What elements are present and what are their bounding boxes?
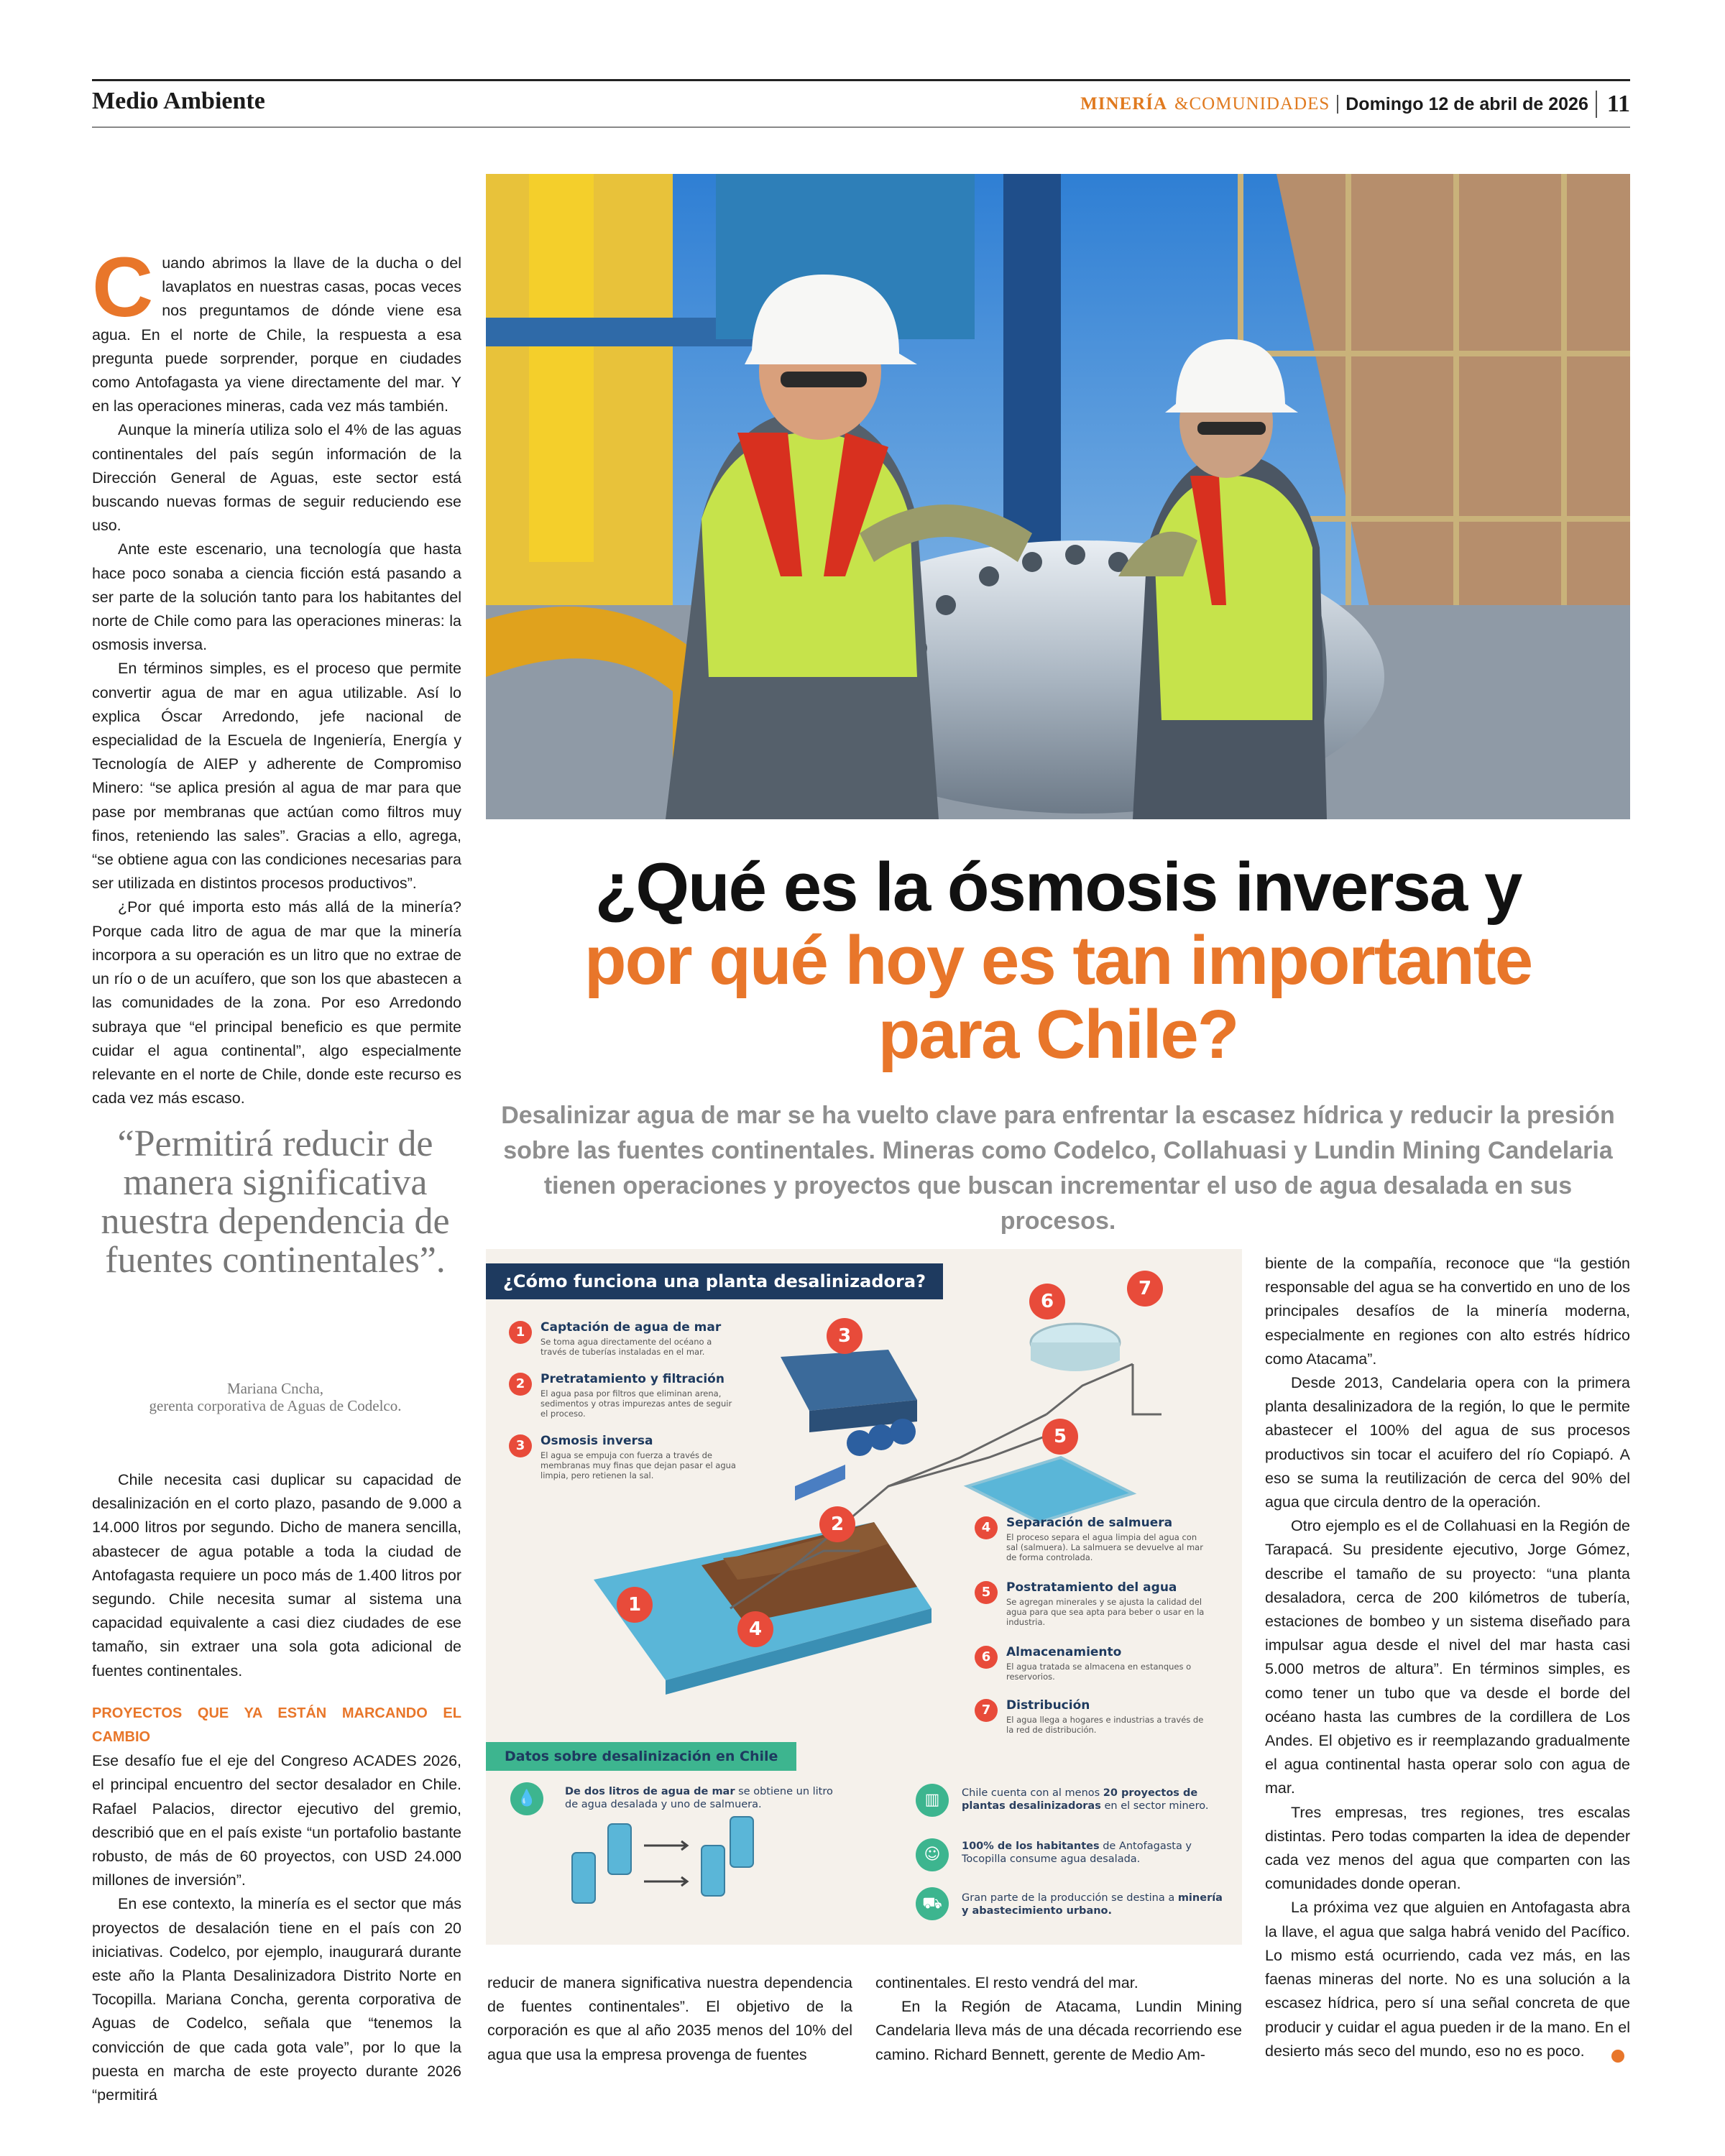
step-heading: Almacenamiento [1006,1645,1122,1659]
step-description: El agua se empuja con fuerza a través de membranas muy finas que dejan pasar el agua limpia, pero retienen la sal. [540,1450,736,1480]
step-heading: Distribución [1006,1698,1090,1713]
marker-7: 7 [1127,1271,1163,1307]
fact-4-a: Gran parte de la producción se destina a [962,1892,1178,1904]
step-number: 7 [975,1699,998,1722]
facts-title: Datos sobre desalinización en Chile [486,1742,796,1771]
marker-1: 1 [617,1587,653,1623]
plant-icon: ▥ [916,1784,949,1817]
workers-photo-illustration [486,174,1630,819]
step-description: El proceso separa el agua limpia del agua con sal (salmuera). La salmuera se devuelve al mar de forma controlada. [1006,1532,1203,1562]
issue-date: Domingo 12 de abril de 2026 [1346,93,1588,114]
paragraph: La próxima vez que alguien en Antofagasta abra la llave, el agua que salga habrá venido del Pacífico. Lo mismo está ocurriendo, cada vez más, en las faenas mineras del norte. No es una solución a la escasez hídrica, pero sí una señal concreta de que producir y cuidar el agua pueden ir de la mano. En el desierto más seco del mundo, eso no es poco. [1265,1899,1630,2060]
step-description: Se agregan minerales y se ajusta la calidad del agua para que sea apta para beber o usar en la industria. [1006,1597,1205,1627]
section-name: Medio Ambiente [92,88,265,114]
step-number: 1 [509,1321,532,1344]
header-top-rule [92,79,1630,81]
page-number: 11 [1596,91,1630,118]
step-description: El agua llega a hogares e industrias a través de la red de distribución. [1006,1715,1204,1735]
header-bottom-rule [92,126,1630,128]
pull-quote: “Permitirá reducir de manera significativa nuestra dependencia de fuentes continentales”. [101,1123,450,1281]
paragraph: Ese desafío fue el eje del Congreso ACADES 2026, el principal encuentro del sector desalador en Chile. Rafael Palacios, director ejecutivo del gremio, describió que en el país existe “un portafolio bastante robusto, de más de 60 proyectos, con USD 24.000 millones de inversión”. [92,1752,461,1889]
brand-comunidades: &COMUNIDADES [1174,94,1330,114]
paragraph: continentales. El resto vendrá del mar. [875,1974,1138,1991]
paragraph: Otro ejemplo es el de Collahuasi en la Región de Tarapacá. Su presidente ejecutivo, Jorge Gómez, describe el tamaño de su proyecto: “una planta desaladora, cerca de 200 kilómetros de tubería, estaciones de bombeo y un sistema diseñado para impulsar agua desde el nivel del mar hasta casi 5.000 metros de altura”. En términos simples, es como tener un tubo que va desde el borde del océano hasta las cumbres de la cordillera de Los Andes. El objetivo es ir reemplazando gradualmente el agua continental hasta operar solo con agua de mar. [1265,1517,1630,1797]
fact-3-bold: 100% de los habitantes [962,1841,1100,1852]
lead-paragraph: Desalinizar agua de mar se ha vuelto clave para enfrentar la escasez hídrica y reducir la presión sobre las fuentes continentales. Mineras como Codelco, Collahuasi y Lundin Mining Candelaria tienen operaciones y proyectos que buscan incrementar el uso de agua desalada en sus procesos. [501,1102,1615,1235]
article-column-4 [1265,1252,1630,2063]
water-drop-icon: 💧 [510,1782,543,1815]
article-column-3 [875,1971,1242,2067]
paragraph: En términos simples, es el proceso que permite convertir agua de mar en agua utilizable. Así lo explica Óscar Arredondo, jefe nacional de especialidad de la Escuela de Ingeniería, Energía y Tecnología de AIEP y adherente de Compromiso Minero: “se aplica presión al agua de mar para que pase por membranas que actúan como filtros muy finos, reteniendo las sales”. Gracias a ello, agrega, “se obtiene agua con las condiciones necesarias para ser utilizada en distintos procesos productivos”. [92,660,461,893]
paragraph: Ante este escenario, una tecnología que hasta hace poco sonaba a ciencia ficción está pasando a ser parte de la solución tanto para los habitantes del norte de Chile como para las operaciones mineras: la osmosis inversa. [92,540,461,654]
subhead: PROYECTOS QUE YA ESTÁN MARCANDO EL CAMBIO [92,1705,461,1746]
fact-1 [565,1785,838,1811]
paragraph: Tres empresas, tres regiones, tres escalas distintas. Pero todas comparten la idea de depender cada vez menos del agua que comparten con las comunidades donde operan. [1265,1803,1630,1893]
step-heading: Pretratamiento y filtración [540,1372,724,1386]
step-description: Se toma agua directamente del océano a través de tuberías instaladas en el mar. [540,1337,712,1357]
marker-4: 4 [737,1611,773,1647]
step-heading: Separación de salmuera [1006,1516,1173,1530]
marker-5: 5 [1042,1419,1078,1455]
step-description: El agua tratada se almacena en estanques o reservorios. [1006,1662,1192,1682]
step-heading: Postratamiento del agua [1006,1580,1177,1595]
fact-2 [962,1787,1228,1812]
paragraph: Aunque la minería utiliza solo el 4% de las aguas continentales del país según información de la Dirección General de Aguas, este sector está buscando nuevas formas de seguir reduciendo ese uso. [92,421,461,535]
fact-4 [962,1892,1228,1917]
step-heading: Osmosis inversa [540,1434,653,1448]
step-number: 2 [509,1373,532,1396]
truck-icon: ⛟ [916,1887,949,1920]
fact-3 [962,1840,1228,1866]
step-4 [975,1515,1205,1562]
brand-mineria: MINERÍA [1080,94,1168,114]
fact-1-rest: se obtiene un litro de agua desalada y uno de salmuera. [565,1786,833,1810]
fact-3-rest: de Antofagasta y Tocopilla consume agua desalada. [962,1841,1192,1865]
fact-1-bold: De dos litros de agua de mar [565,1786,735,1797]
fact-2-a: Chile cuenta con al menos [962,1787,1103,1799]
end-mark-icon [1611,2050,1624,2063]
step-6 [975,1644,1205,1682]
paragraph: Chile necesita casi duplicar su capacidad de desalinización en el corto plazo, pasando de 9.000 a 14.000 litros por segundo. Dicho de manera sencilla, abastecer de agua potable a toda la ciudad de Antofagasta requiere un poco más de 1.400 litros por segundo. Chile necesita sumar al sistema una capacidad equivalente a casi diez ciudades de ese tamaño, sin extraer una sola gota adicional de fuentes continentales. [92,1471,461,1680]
pull-quote-attribution [92,1380,459,1414]
quote-name: Mariana Cncha, [226,1380,324,1397]
osmosis-membrane-racks [781,1350,917,1501]
dropcap: C [92,240,154,335]
fact-4-bold: minería y abastecimiento urbano. [962,1892,1223,1917]
people-icon: ☺ [916,1838,949,1871]
step-number: 5 [975,1581,998,1604]
marker-3: 3 [827,1318,862,1354]
paragraph: Desde 2013, Candelaria opera con la primera planta desalinizadora de la región, lo que le permite abastecer el 100% del agua de sus procesos productivos sin tocar el acuifero del río Copiapó. A eso se suma la reutilización de cerca del 90% del agua que circula dentro de la operación. [1265,1374,1630,1511]
fact-2-bold: 20 proyectos de plantas desalinizadoras [962,1787,1198,1812]
article-column-1b [92,1468,461,2107]
paragraph: biente de la compañía, reconoce que “la gestión responsable del agua se ha convertido en uno de los principales desafíos de la minería moderna, especialmente en regiones con alto estrés hídrico como Atacama”. [1265,1255,1630,1368]
marker-6: 6 [1029,1284,1065,1319]
masthead [1080,91,1630,118]
infographic-title: ¿Cómo funciona una planta desalinizadora? [486,1263,943,1299]
quote-role: gerenta corporativa de Aguas de Codelco. [149,1397,402,1414]
infographic [486,1249,1242,1945]
step-1 [509,1319,739,1357]
step-2 [509,1371,739,1419]
step-5 [975,1580,1205,1627]
headline-line-2: por qué hoy es tan importante [584,922,1532,999]
paragraph: ¿Por qué importa esto más allá de la minería? Porque cada litro de agua de mar que la minería incorpora a su operación es un litro que no extrae de un río o de un acuífero, que son los que abastecen a las comunidades de la zona. Por eso Arredondo subraya que “el principal beneficio es que permite cuidar el agua continental”, algo especialmente relevante en el norte de Chile, donde este recurso es cada vez más escaso. [92,898,461,1107]
paragraph: reducir de manera significativa nuestra dependencia de fuentes continentales”. El objetivo de la corporación es que al año 2035 menos del 10% del agua que usa la empresa provenga de fuentes [487,1974,852,2063]
step-description: El agua pasa por filtros que eliminan arena, sedimentos y otras impurezas antes de seguir el proceso. [540,1388,732,1419]
step-number: 3 [509,1434,532,1457]
step-number: 4 [975,1516,998,1539]
article-column-1 [92,240,461,1110]
step-3 [509,1433,739,1480]
headline-line-3: para Chile? [878,996,1238,1073]
step-number: 6 [975,1646,998,1669]
article-photo [486,174,1630,819]
paragraph: En ese contexto, la minería es el sector que más proyectos de desalación tiene en el país con 20 iniciativas. Codelco, por ejemplo, inaugurará durante este año la Planta Desalinizadora Distrito Norte en Tocopilla. Mariana Concha, gerenta corporativa de Aguas de Codelco, señala que “tenemos la convicción de que cada gota vale”, por lo que la puesta en marcha de este proyecto durante 2026 “permitirá [92,1895,461,2104]
article-column-2 [487,1971,852,2067]
masthead-separator [1337,95,1338,114]
marker-2: 2 [819,1506,855,1542]
paragraph: En la Región de Atacama, Lundin Mining Candelaria lleva más de una década recorriendo ese camino. Richard Bennett, gerente de Medio Am- [875,1998,1242,2063]
step-7 [975,1697,1205,1735]
headline-line-1: ¿Qué es la ósmosis inversa y [594,849,1522,926]
paragraph: uando abrimos la llave de la ducha o del lavaplatos en nuestras casas, pocas veces nos preguntamos de dónde viene esa agua. En el norte de Chile, la respuesta a esa pregunta puede sorprender, porque en ciudades como Antofagasta ya viene directamente del mar. Y en las operaciones mineras, cada vez más también. [92,254,461,415]
fact-2-c: en el sector minero. [1100,1800,1209,1812]
step-heading: Captación de agua de mar [540,1320,722,1335]
